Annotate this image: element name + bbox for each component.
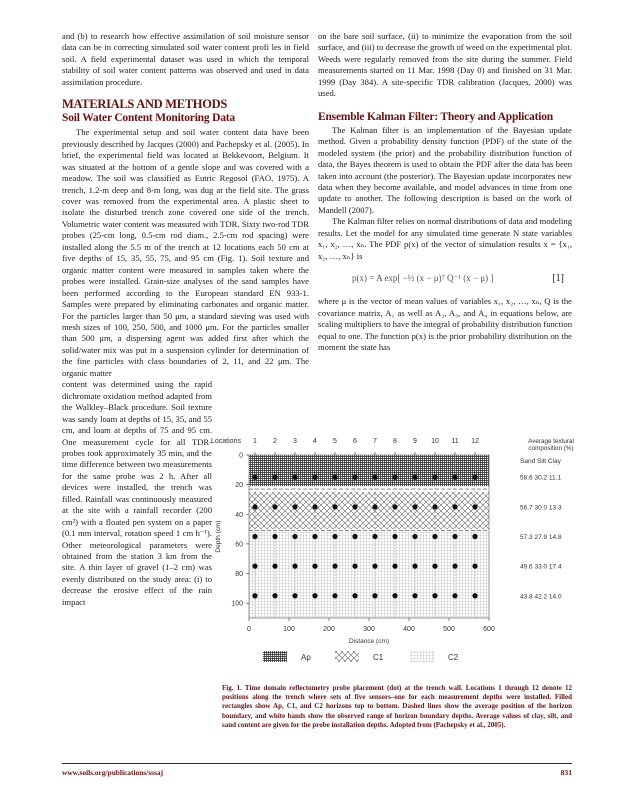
equation-body: p(x) = A exp[ −½ (x − μ)ᵀ Q⁻¹ (x − μ) ]: [352, 273, 494, 284]
horizon-ap: [249, 455, 489, 486]
probe-dot: [312, 475, 317, 480]
probe-dot: [272, 504, 277, 509]
probe-dot: [332, 534, 337, 539]
location-label: 10: [431, 438, 439, 445]
probe-dot: [272, 534, 277, 539]
right-column: [318, 31, 572, 353]
body-paragraph: The Kalman filter relies on normal distributions of data and modeling results. Let the model for any simulated time generate N state variables x₁, x₂, …, xₙ. The PDF p(x) of the vector of simulation results x = {x₁, x₂, …, xₙ} is: [318, 216, 572, 261]
location-label: 1: [253, 438, 257, 445]
probe-dot: [372, 534, 377, 539]
probe-dot: [272, 475, 277, 480]
probe-dot: [332, 593, 337, 598]
legend-label-c1: C1: [373, 653, 384, 662]
y-tick-label: 100: [231, 600, 243, 608]
location-label: 8: [393, 438, 397, 445]
horizon-c1: [249, 492, 489, 529]
probe-dot: [432, 564, 437, 569]
probe-dot: [312, 593, 317, 598]
y-tick-label: 20: [235, 482, 243, 490]
probe-dot: [452, 504, 457, 509]
page-number: 831: [560, 768, 572, 777]
texture-header: Sand Silt Clay: [520, 458, 561, 465]
probe-dot: [252, 475, 257, 480]
caption-text: Time domain reflectometry probe placement (dot) at the trench wall. Locations 1 through 12 denote 12 positions along the trench where sets of five sensors–one for each measurement depths were installed. Filled rectangles show Ap, C1, and C2 horizons top to bottom. Dashed lines show the average position of the horizon boundary, and white bands show the observed range of horizon boundary depths. Average values of clay, silt, and sand content are given for the probe installation depths. Adopted from (Pachepsky et al., 2005).: [222, 684, 573, 729]
texture-row: 56.7 30.0 13.3: [520, 504, 562, 512]
probe-dot: [392, 475, 397, 480]
x-tick-label: 300: [363, 626, 375, 633]
probe-dot: [352, 504, 357, 509]
probe-dot: [332, 564, 337, 569]
probe-dot: [432, 475, 437, 480]
y-tick-label: 0: [239, 452, 243, 460]
probe-dot: [332, 504, 337, 509]
probe-dot: [352, 534, 357, 539]
probe-dot: [292, 564, 297, 569]
intro-paragraph: and (b) to research how effective assimilation of soil moisture sensor data can be in correcting simulated soil water content profi les in field soil. A field experimental dataset was used in which the temporal stability of soil water content patterns was observed and used in data assimilation procedure.: [62, 31, 309, 87]
probe-dot: [472, 534, 477, 539]
probe-dot: [372, 564, 377, 569]
probe-dot: [252, 534, 257, 539]
body-paragraph-narrow: content was determined using the rapid dichromate oxidation method adapted from the Walkley–Black procedure. Soil texture was sandy loam at depths of 15, 35, and 55 cm, and loam at depths of 75 and 95 cm. One measurement cycle for all TDR-probes took approximately 35 min, and the time difference between two measurements for the same probe was 2 h. After all devices were installed, the trench was filled. Rainfall was continuously measured at the site with a rainfall recorder (200 cm²) with a floated pen system on a paper (0.1 mm interval, rotation speed 1 cm h⁻¹). Other meteorological parameters were obtained from the station 3 km from the site. A thin layer of gravel (1–2 cm) was evenly distributed on the study area: (i) to decrease the erosive effect of the rain impact: [62, 379, 212, 607]
legend-label-ap: Ap: [301, 653, 311, 662]
probe-placement-chart: [210, 430, 600, 670]
legend-label-c2: C2: [448, 653, 459, 662]
top-axis-label: Locations: [211, 438, 241, 445]
probe-dot: [472, 504, 477, 509]
probe-dot: [312, 534, 317, 539]
section-heading: MATERIALS AND METHODS: [62, 97, 228, 112]
y-axis-label: Depth (cm): [215, 520, 222, 553]
equation-1: [318, 262, 572, 296]
texture-row: 57.3 27.9 14.8: [520, 534, 562, 541]
location-label: 7: [373, 438, 377, 445]
probe-dot: [272, 593, 277, 598]
probe-dot: [432, 504, 437, 509]
probe-dot: [332, 475, 337, 480]
probe-dot: [352, 593, 357, 598]
probe-dot: [392, 564, 397, 569]
subsection-heading: Soil Water Content Monitoring Data: [62, 112, 235, 125]
texture-title-line1: Average textural: [528, 438, 574, 445]
body-paragraph: The experimental setup and soil water content data have been previously described by Jacques (2000) and Pachepsky et al. (2005). In brief, the experimental field was located at Bekkevoort, Belgium. It was situated at the bottom of a gentle slope and was covered with a meadow. The soil was classified as Eutric Regosol (FAO, 1975). A trench, 1.2-m deep and 8-m long, was dug at the field site. The grass cover was removed from the experimental area. A plastic sheet to isolate the disturbed trench zone covered one side of the trench. Volumetric water content was measured with TDR. Sixty two-rod TDR probes (25-cm long, 0.5-cm rod diam., 2.5-cm rod spacing) were installed along the 5.5 m of the trench at 12 locations each 50 cm at five depths of 15, 35, 55, 75, and 95 cm (Fig. 1). Soil texture and organic matter content were measured in samples taken where the probes were installed. Grain-size analyses of the sand samples have been performed according to the European standard EN 933-1. Samples were prepared by eliminating carbonates and organic matter. For the particles larger than 50 μm, a standard sieving was used with mesh sizes of 100, 250, 500, and 1000 μm. For the particles smaller than 500 μm, a dispersing agent was added first after which the solid/water mix was put in a suspension cylinder for determination of the fine particles with class boundaries of 2, 11, and 22 μm. The organic matter: [62, 127, 309, 378]
caption-label: Fig. 1.: [222, 684, 242, 692]
probe-dot: [392, 504, 397, 509]
intro-paragraph: on the bare soil surface, (ii) to minimize the evaporation from the soil surface, and (iii) to decrease the growth of weed on the experimental plot. Weeds were regularly removed from the site during the summer. Field measurements started on 11 Mar. 1998 (Day 0) and finished on 31 Mar. 1999 (Day 384). A site-specific TDR calibration (Jacques, 2000) was used.: [318, 31, 572, 99]
location-label: 3: [293, 438, 297, 445]
x-axis-label: Distance (cm): [348, 638, 390, 645]
probe-dot: [312, 564, 317, 569]
body-paragraph: The Kalman filter is an implementation of the Bayesian update method. Given a probability density function (PDF) of the state of the modeled system (the prior) and the probability distribution function of data, the Bayes theorem is used to obtain the PDF after the data has been taken into account (the posterior). The Bayesian update incorporates new data when they become available, and model advances in time from one update to another. The following description is based on the work of Mandell (2007).: [318, 124, 572, 215]
probe-dot: [412, 504, 417, 509]
equation-number: [1]: [552, 273, 564, 285]
probe-dot: [472, 475, 477, 480]
texture-row: 43.8 42.2 14.0: [520, 593, 562, 601]
figure-caption: [222, 684, 572, 730]
horizon-c2: [249, 532, 489, 618]
x-tick-label: 200: [323, 626, 335, 633]
texture-row: 58.6 30.2 11.1: [520, 474, 562, 482]
x-tick-label: 400: [403, 626, 415, 633]
probe-dot: [452, 475, 457, 480]
x-tick-label: 500: [443, 626, 455, 633]
probe-dot: [452, 564, 457, 569]
legend-swatch-ap: [263, 651, 287, 662]
probe-dot: [372, 504, 377, 509]
probe-dot: [472, 564, 477, 569]
figure-1: [210, 430, 600, 670]
probe-dot: [452, 593, 457, 598]
probe-dot: [452, 534, 457, 539]
probe-dot: [252, 504, 257, 509]
y-tick-label: 60: [235, 541, 243, 549]
probe-dot: [412, 564, 417, 569]
probe-dot: [472, 593, 477, 598]
location-label: 4: [313, 438, 317, 445]
location-label: 9: [413, 438, 417, 445]
location-label: 5: [333, 438, 337, 445]
y-tick-label: 80: [235, 571, 243, 579]
body-paragraph: where μ is the vector of mean values of variables x₁, x₂, …, xₙ, Q is the covariance matrix, A₁ as well as A₂, A₃, and A₄ in equations below, are scaling multipliers to have the integral of probability distribution function equal to one. The function p(x) is the prior probability distribution on the moment the state has: [318, 296, 572, 352]
legend-swatch-c2: [410, 651, 434, 662]
location-label: 11: [451, 438, 459, 445]
y-tick-label: 40: [235, 511, 243, 519]
location-label: 6: [353, 438, 357, 445]
texture-title-line2: composition (%): [528, 445, 574, 452]
footer-rule: [62, 763, 572, 764]
texture-row: 49.6 33.0 17.4: [520, 563, 562, 571]
probe-dot: [272, 564, 277, 569]
probe-dot: [352, 564, 357, 569]
probe-dot: [412, 593, 417, 598]
probe-dot: [432, 534, 437, 539]
probe-dot: [292, 593, 297, 598]
probe-dot: [292, 504, 297, 509]
x-tick-label: 600: [483, 626, 495, 633]
probe-dot: [392, 534, 397, 539]
probe-dot: [252, 593, 257, 598]
probe-dot: [252, 564, 257, 569]
probe-dot: [412, 475, 417, 480]
probe-dot: [412, 534, 417, 539]
x-tick-label: 100: [283, 626, 295, 633]
probe-dot: [372, 475, 377, 480]
location-label: 2: [273, 438, 277, 445]
legend-swatch-c1: [335, 651, 359, 662]
subsection-heading: Ensemble Kalman Filter: Theory and Application: [318, 110, 553, 123]
probe-dot: [392, 593, 397, 598]
probe-dot: [292, 534, 297, 539]
x-tick-label: 0: [247, 626, 251, 633]
probe-dot: [432, 593, 437, 598]
location-label: 12: [471, 438, 479, 445]
probe-dot: [292, 475, 297, 480]
probe-dot: [312, 504, 317, 509]
footer-url[interactable]: www.soils.org/publications/sssaj: [62, 768, 164, 777]
probe-dot: [372, 593, 377, 598]
probe-dot: [352, 475, 357, 480]
